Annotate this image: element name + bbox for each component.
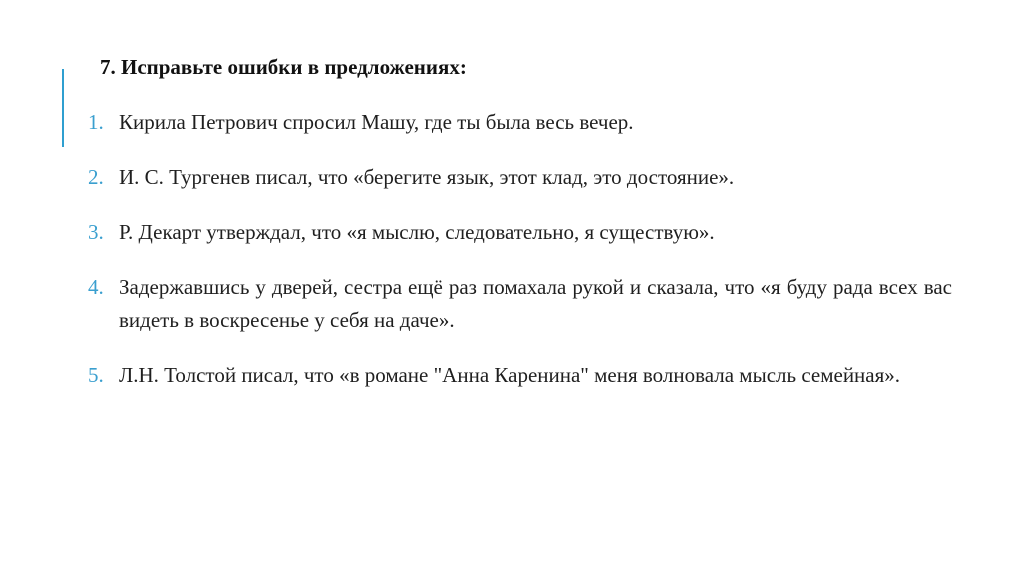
list-item [88,216,952,249]
list-item [88,271,952,337]
list-item-text: И. С. Тургенев писал, что «берегите язык, этот клад, это достояние». [119,165,735,189]
list-item-number: 4. [88,275,104,299]
list-item-number: 3. [88,220,104,244]
list-item [88,359,952,392]
task-list [88,106,952,414]
list-item [88,106,952,139]
list-item-text: Задержавшись у дверей, сестра ещё раз помахала рукой и сказала, что «я буду рада всех вас видеть в воскресенье у себя на даче». [119,275,952,332]
accent-bar [62,69,64,147]
list-item-number: 2. [88,165,104,189]
list-item-text: Р. Декарт утверждал, что «я мыслю, следовательно, я существую». [119,220,715,244]
list-item-text: Кирила Петрович спросил Машу, где ты была весь вечер. [119,110,634,134]
slide-title: 7. Исправьте ошибки в предложениях: [100,55,467,79]
list-item-number: 1. [88,110,104,134]
list-item-number: 5. [88,363,104,387]
list-item [88,161,952,194]
list-item-text: Л.Н. Толстой писал, что «в романе "Анна Каренина" меня волновала мысль семейная». [119,363,901,387]
